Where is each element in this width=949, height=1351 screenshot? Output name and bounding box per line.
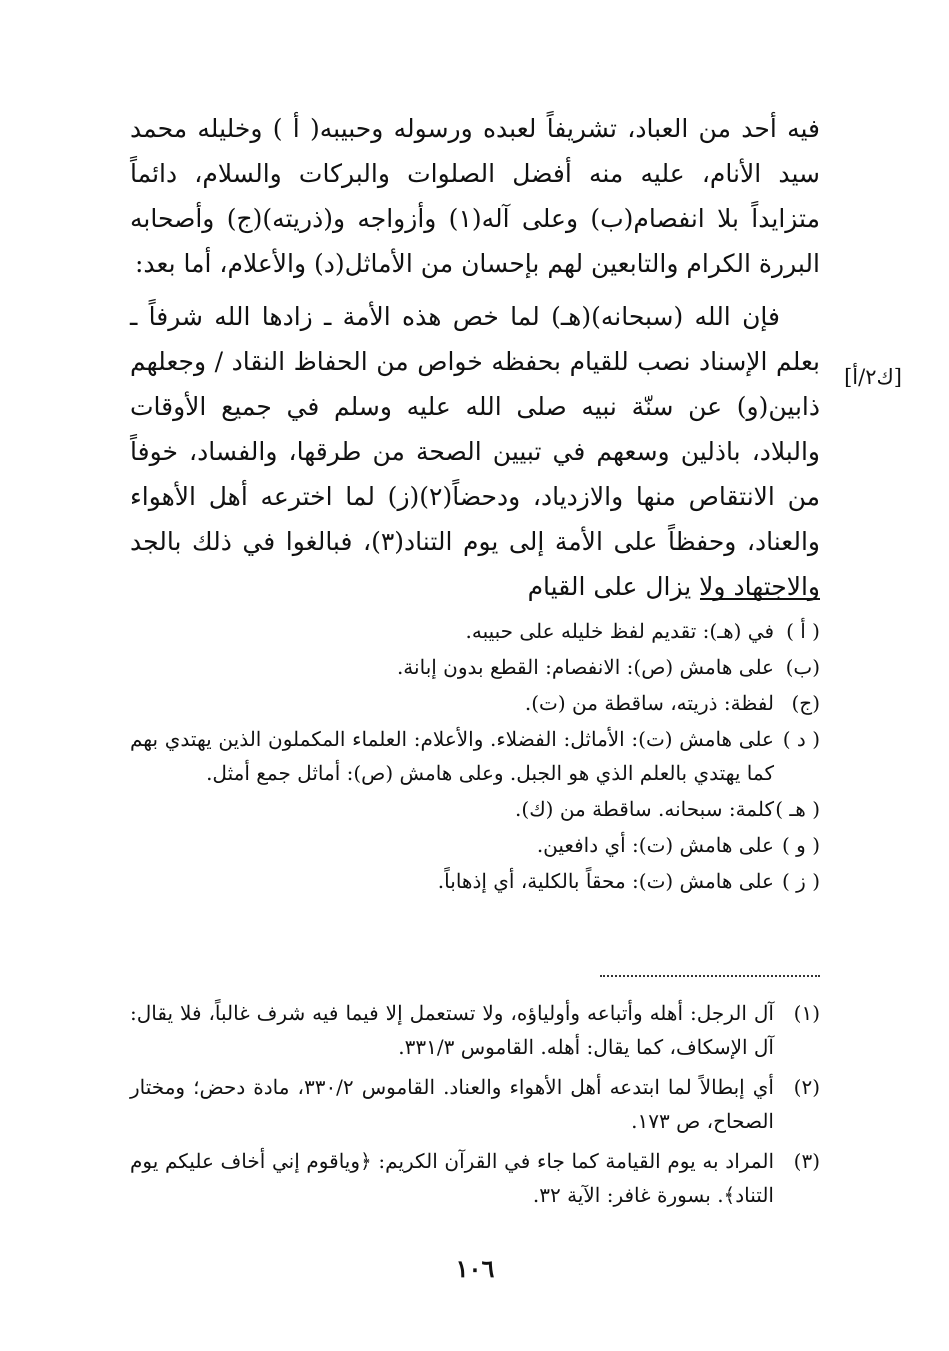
- footnote-text: آل الرجل: أهله وأتباعه وأولياؤه، ولا تستعمل إلا فيما فيه شرف غالباً، فلا يقال: آل الإسكاف، كما يقال: أهله. القاموس ٣٣١/٣.: [130, 1001, 774, 1059]
- footnote-item: [130, 722, 820, 790]
- footnote-text: كلمة: سبحانه. ساقطة من (ك).: [515, 797, 774, 821]
- footnote-marker: ( د ): [782, 727, 820, 751]
- footnote-text: على هامش (ت): الأماثل: الفضلاء. والأعلام: العلماء المكملون الذين يهتدي بهم كما يهتدي بالعلم الذي هو الجبل. وعلى هامش (ص): أماثل جمع أمثل.: [130, 727, 774, 785]
- footnote-item: [130, 1070, 820, 1138]
- footnote-marker: (٢): [793, 1075, 820, 1099]
- footnote-text: لفظة: ذريته، ساقطة من (ت).: [524, 691, 774, 715]
- footnote-text: على هامش (ت): محقاً بالكلية، أي إذهاباً.: [437, 869, 774, 893]
- footnote-item: [130, 864, 820, 898]
- footnote-item: [130, 650, 820, 684]
- footnote-marker: (ج): [791, 691, 820, 715]
- page-number: ١٠٦: [455, 1254, 495, 1283]
- footnote-text: على هامش (ص): الانفصام: القطع بدون إبانة.: [396, 655, 774, 679]
- footnote-marker: (١): [793, 1001, 820, 1025]
- footnote-item: [130, 996, 820, 1064]
- footnote-text: على هامش (ت): أي دافعين.: [536, 833, 774, 857]
- footnote-text: في (هـ): تقديم لفظ خليله على حبيبه.: [465, 619, 774, 643]
- footnote-item: [130, 828, 820, 862]
- footnote-text: المراد به يوم القيامة كما جاء في القرآن الكريم: ﴿وياقوم إني أخاف عليكم يوم التناد﴾. بسورة غافر: الآية ٣٢.: [130, 1149, 774, 1207]
- footnote-text: أي إبطالاً لما ابتدعه أهل الأهواء والعناد. القاموس ٣٣٠/٢، مادة دحض؛ ومختار الصحاح، ص ١٧٣.: [130, 1075, 774, 1133]
- dotted-separator: [600, 975, 820, 977]
- footnote-separator-line: [700, 598, 820, 600]
- main-paragraph-2: فإن الله (سبحانه)(هـ) لما خص هذه الأمة ـ زادها الله شرفاً ـ بعلم الإسناد نصب للقيام بحفظه خواص من الحفاظ النقاد / وجعلهم ذابين(و) عن سنّة نبيه صلى الله عليه وسلم في جميع الأوقات والبلاد، باذلين وسعهم في تبيين الصحة من طرقها، والفساد، خوفاً من الانتقاص منها والازدياد، ودحضاً(٢)(ز) لما اخترعه أهل الأهواء والعناد، وحفظاً على الأمة إلى يوم التناد(٣)، فبالغوا في ذلك بالجد والاجتهاد ولا يزال على القيام: [130, 302, 821, 601]
- main-paragraph-1: فيه أحد من العباد، تشريفاً لعبده ورسوله وحبيبه( أ ) وخليله محمد سيد الأنام، عليه منه أفضل الصلوات والبركات والسلام، دائماً متزايداً بلا انفصام(ب) وعلى آله(١) وأزواجه و(ذريته)(ج) وأصحابه البررة الكرام والتابعين لهم بإحسان من الأماثل(د) والأعلام، أما بعد:: [130, 114, 820, 278]
- footnote-marker: ( هـ ): [775, 797, 820, 821]
- footnote-marker: ( أ ): [786, 619, 820, 643]
- footnote-item: [130, 1144, 820, 1212]
- footnote-marker: (ب): [785, 655, 820, 679]
- footnote-item: [130, 686, 820, 720]
- explanatory-footnotes: [130, 996, 820, 1218]
- footnote-marker: ( و ): [782, 833, 820, 857]
- variant-footnotes: [130, 614, 820, 900]
- manuscript-folio-marker: [ك٢/أ]: [844, 365, 902, 389]
- footnote-marker: (٣): [793, 1149, 820, 1173]
- footnote-marker: ( ز ): [782, 869, 820, 893]
- footnote-item: [130, 792, 820, 826]
- main-text: [130, 106, 820, 609]
- footnote-item: [130, 614, 820, 648]
